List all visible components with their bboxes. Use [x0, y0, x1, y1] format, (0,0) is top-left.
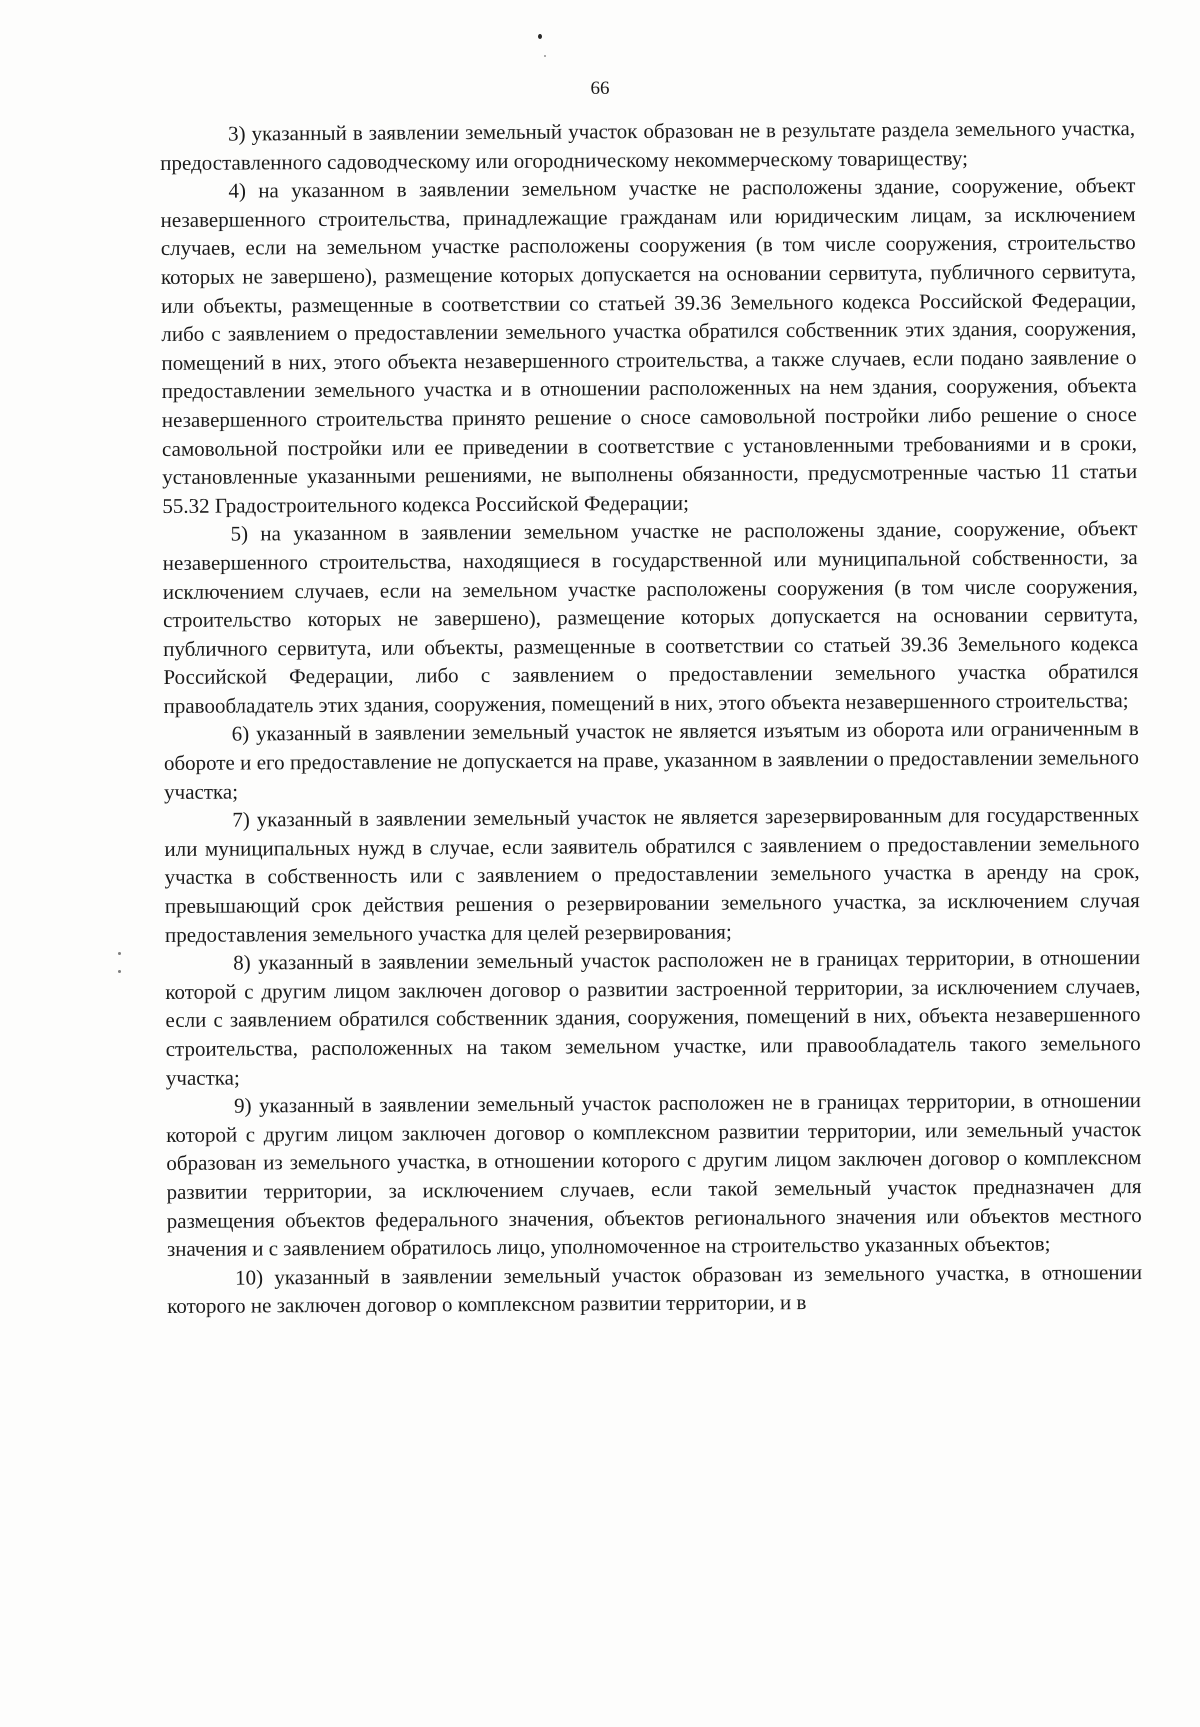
- paragraph-item-3: 3) указанный в заявлении земельный участок образован не в результате раздела земельного участка, предоставленного садоводческому или огородническому некоммерческому товариществу;: [160, 116, 1136, 175]
- document-body: [160, 114, 1142, 1321]
- scan-speck: [118, 952, 121, 955]
- scan-speck: [118, 970, 121, 973]
- scan-speck: [538, 34, 542, 39]
- paragraph-item-6: 6) указанный в заявлении земельный участок не является изъятым из оборота или ограниченным в обороте и его предоставление не допускается на праве, указанном в заявлении о предоставлении земельного участка;: [163, 716, 1139, 804]
- scan-speck: [544, 55, 546, 57]
- paragraph-item-4: 4) на указанном в заявлении земельном участке не расположены здание, сооружение, объект незавершенного строительства, принадлежащие гражданам или юридическим лицам, за исключением случаев, если на земельном участке расположены сооружения (в том числе сооружения, строительство которых не завершено), размещение которых допускается на основании сервитута, публичного сервитута, или объекты, размещенные в соответствии со статьей 39.36 Земельного кодекса Российской Федерации, либо с заявлением о предоставлении земельного участка обратился собственник этих здания, сооружения, помещений в них, этого объекта незавершенного строительства, а также случаев, если подано заявление о предоставлении земельного участка и в отношении расположенных на нем здания, сооружения, объекта незавершенного строительства принято решение о сносе самовольной постройки либо решение о сносе самовольной постройки или ее приведении в соответствие с установленными требованиями и в сроки, установленные указанными решениями, не выполнены обязанности, предусмотренные частью 11 статьи 55.32 Градостроительного кодекса Российской Федерации;: [160, 173, 1138, 518]
- paragraph-item-9: 9) указанный в заявлении земельный участок расположен не в границах территории, в отношении которой с другим лицом заключен договор о комплексном развитии территории, или земельный участок образован из земельного участка, в отношении которого с другим лицом заключен договор о комплексном развитии территории, за исключением случаев, если такой земельный участок предназначен для размещения объектов федерального значения, объектов регионального значения или объектов местного значения и с заявлением обратилось лицо, уполномоченное на строительство указанных объектов;: [166, 1088, 1142, 1262]
- paragraph-item-5: 5) на указанном в заявлении земельном участке не расположены здание, сооружение, объект незавершенного строительства, находящиеся в государственной или муниципальной собственности, за исключением случаев, если на земельном участке расположены сооружения (в том числе сооружения, строительство которых не завершено), размещение которых допускается на основании сервитута, публичного сервитута, или объекты, размещенные в соответствии со статьей 39.36 Земельного кодекса Российской Федерации, либо с заявлением о предоставлении земельного участка обратился правообладатель этих здания, сооружения, помещений в них, этого объекта незавершенного строительства;: [162, 516, 1139, 718]
- paragraph-item-7: 7) указанный в заявлении земельный участок не является зарезервированным для государственных или муниципальных нужд в случае, если заявитель обратился с заявлением о предоставлении земельного участка в собственность или с заявлением о предоставлении земельного участка в аренду на срок, превышающий срок действия решения о резервировании земельного участка, за исключением случая предоставления земельного участка для целей резервирования;: [164, 802, 1140, 947]
- paragraph-item-8: 8) указанный в заявлении земельный участок расположен не в границах территории, в отношении которой с другим лицом заключен договор о развитии застроенной территории, за исключением случаев, если с заявлением обратился собственник здания, сооружения, помещений в них, объекта незавершенного строительства, расположенных на таком земельном участке, или правообладатель такого земельного участка;: [165, 945, 1141, 1090]
- paragraph-item-10: 10) указанный в заявлении земельный участок образован из земельного участка, в отношении которого не заключен договор о комплексном развитии территории, и в: [167, 1259, 1143, 1319]
- page-number: 66: [590, 78, 610, 99]
